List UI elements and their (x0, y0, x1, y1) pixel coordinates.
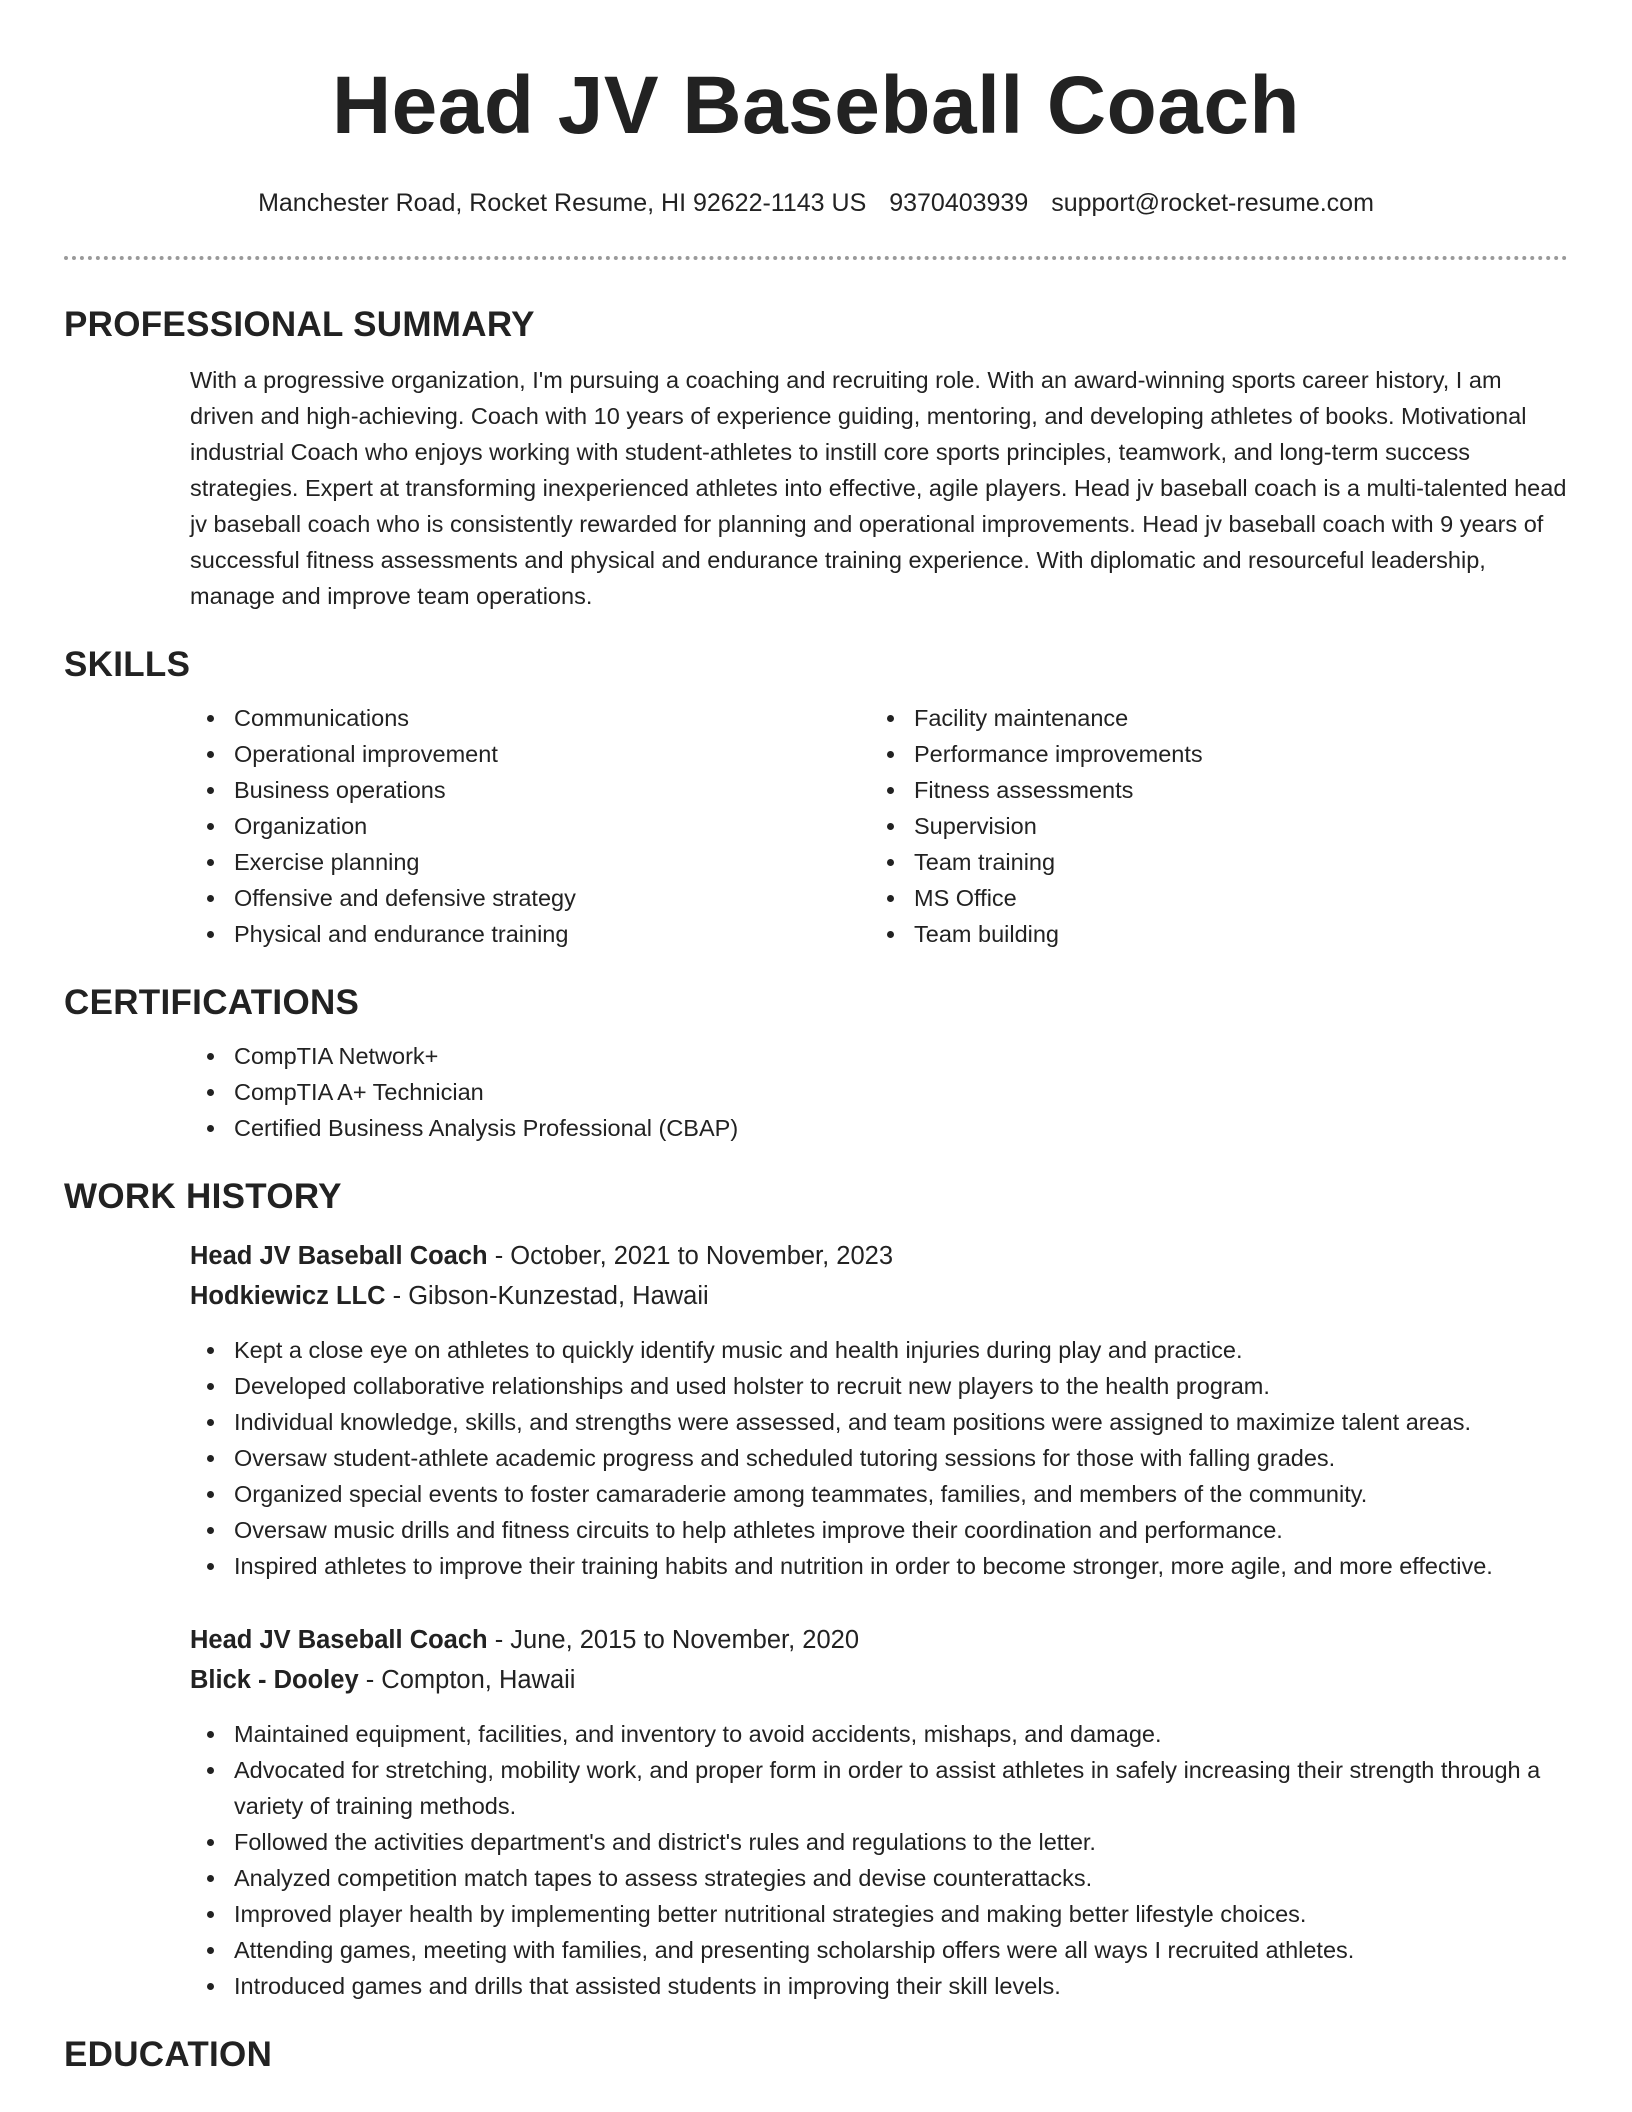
skill-item: Supervision (870, 808, 1550, 844)
skill-item: Organization (190, 808, 870, 844)
skill-item: Team building (870, 916, 1550, 952)
contact-line (0, 188, 1632, 218)
job-location: - Compton, Hawaii (358, 1666, 576, 1694)
header-divider (64, 256, 1568, 260)
job-bullet: Inspired athletes to improve their training habits and nutrition in order to become stronger, more agile, and more effective. (190, 1548, 1568, 1584)
skill-item: Fitness assessments (870, 772, 1550, 808)
skill-item: Communications (190, 700, 870, 736)
job-dates: - October, 2021 to November, 2023 (487, 1242, 894, 1270)
job-bullet: Improved player health by implementing better nutritional strategies and making better lifestyle choices. (190, 1896, 1568, 1932)
work-history-title: WORK HISTORY (64, 1177, 342, 1216)
job-bullet: Organized special events to foster camaraderie among teammates, families, and members of the community. (190, 1476, 1568, 1512)
skills-section (0, 644, 1632, 952)
job-bullet: Oversaw music drills and fitness circuits to help athletes improve their coordination and performance. (190, 1512, 1568, 1548)
job-company: Hodkiewicz LLC (190, 1282, 386, 1310)
job-company-line (190, 1660, 1568, 1700)
skill-item: Performance improvements (870, 736, 1550, 772)
skills-grid (190, 700, 1568, 952)
certifications-title: CERTIFICATIONS (64, 983, 360, 1022)
job-company-line (190, 1276, 1568, 1316)
job-bullet: Oversaw student-athlete academic progress and scheduled tutoring sessions for those with falling grades. (190, 1440, 1568, 1476)
skill-item: Physical and endurance training (190, 916, 870, 952)
skill-item: MS Office (870, 880, 1550, 916)
summary-text: With a progressive organization, I'm pursuing a coaching and recruiting role. With an award-winning sports career history, I am driven and high-achieving. Coach with 10 years of experience guiding, mentoring, and developing athletes of books. Motivational industrial Coach who enjoys working with student-athletes to instill core sports principles, teamwork, and long-term success strategies. Expert at transforming inexperienced athletes into effective, agile players. Head jv baseball coach is a multi-talented head jv baseball coach who is consistently rewarded for planning and operational improvements. Head jv baseball coach with 9 years of successful fitness assessments and physical and endurance training experience. With diplomatic and resourceful leadership, manage and improve team operations. (190, 367, 1567, 609)
work-history-section (0, 1176, 1632, 2004)
skill-item: Offensive and defensive strategy (190, 880, 870, 916)
skills-column-left (190, 700, 870, 952)
job-role: Head JV Baseball Coach (190, 1242, 488, 1270)
certification-item: CompTIA Network+ (190, 1038, 1568, 1074)
skill-item: Team training (870, 844, 1550, 880)
skill-item: Facility maintenance (870, 700, 1550, 736)
job-role: Head JV Baseball Coach (190, 1626, 488, 1654)
summary-title: PROFESSIONAL SUMMARY (64, 305, 535, 344)
certification-item: CompTIA A+ Technician (190, 1074, 1568, 1110)
contact-email: support@rocket-resume.com (1051, 189, 1374, 217)
job-title-line (190, 1236, 1568, 1276)
contact-address: Manchester Road, Rocket Resume, HI 92622-1143 US (258, 189, 867, 217)
job-bullet: Advocated for stretching, mobility work, and proper form in order to assist athletes in safely increasing their strength through a variety of training methods. (190, 1752, 1568, 1824)
candidate-name: Head JV Baseball Coach (331, 60, 1301, 151)
job-company: Blick - Dooley (190, 1666, 359, 1694)
job-bullet: Individual knowledge, skills, and strengths were assessed, and team positions were assigned to maximize talent areas. (190, 1404, 1568, 1440)
job-bullet: Analyzed competition match tapes to assess strategies and devise counterattacks. (190, 1860, 1568, 1896)
skill-item: Exercise planning (190, 844, 870, 880)
job-dates: - June, 2015 to November, 2020 (487, 1626, 860, 1654)
education-title: EDUCATION (64, 2035, 273, 2074)
certifications-section (0, 982, 1632, 1146)
job-title-line (190, 1620, 1568, 1660)
summary-section (0, 304, 1632, 614)
certification-item: Certified Business Analysis Professional (CBAP) (190, 1110, 1568, 1146)
job-bullet: Followed the activities department's and district's rules and regulations to the letter. (190, 1824, 1568, 1860)
contact-phone: 9370403939 (889, 189, 1029, 217)
job-bullet: Developed collaborative relationships and used holster to recruit new players to the health program. (190, 1368, 1568, 1404)
job-bullet: Kept a close eye on athletes to quickly identify music and health injuries during play and practice. (190, 1332, 1568, 1368)
job-bullet: Introduced games and drills that assisted students in improving their skill levels. (190, 1968, 1568, 2004)
job-entry (190, 1620, 1568, 2004)
job-bullet: Attending games, meeting with families, and presenting scholarship offers were all ways I recruited athletes. (190, 1932, 1568, 1968)
skill-item: Business operations (190, 772, 870, 808)
skills-title: SKILLS (64, 645, 191, 684)
job-entry (190, 1236, 1568, 1584)
job-bullet: Maintained equipment, facilities, and inventory to avoid accidents, mishaps, and damage. (190, 1716, 1568, 1752)
resume-header (0, 0, 1632, 218)
skill-item: Operational improvement (190, 736, 870, 772)
job-location: - Gibson-Kunzestad, Hawaii (385, 1282, 709, 1310)
skills-column-right (870, 700, 1550, 952)
education-section (0, 2034, 1632, 2076)
